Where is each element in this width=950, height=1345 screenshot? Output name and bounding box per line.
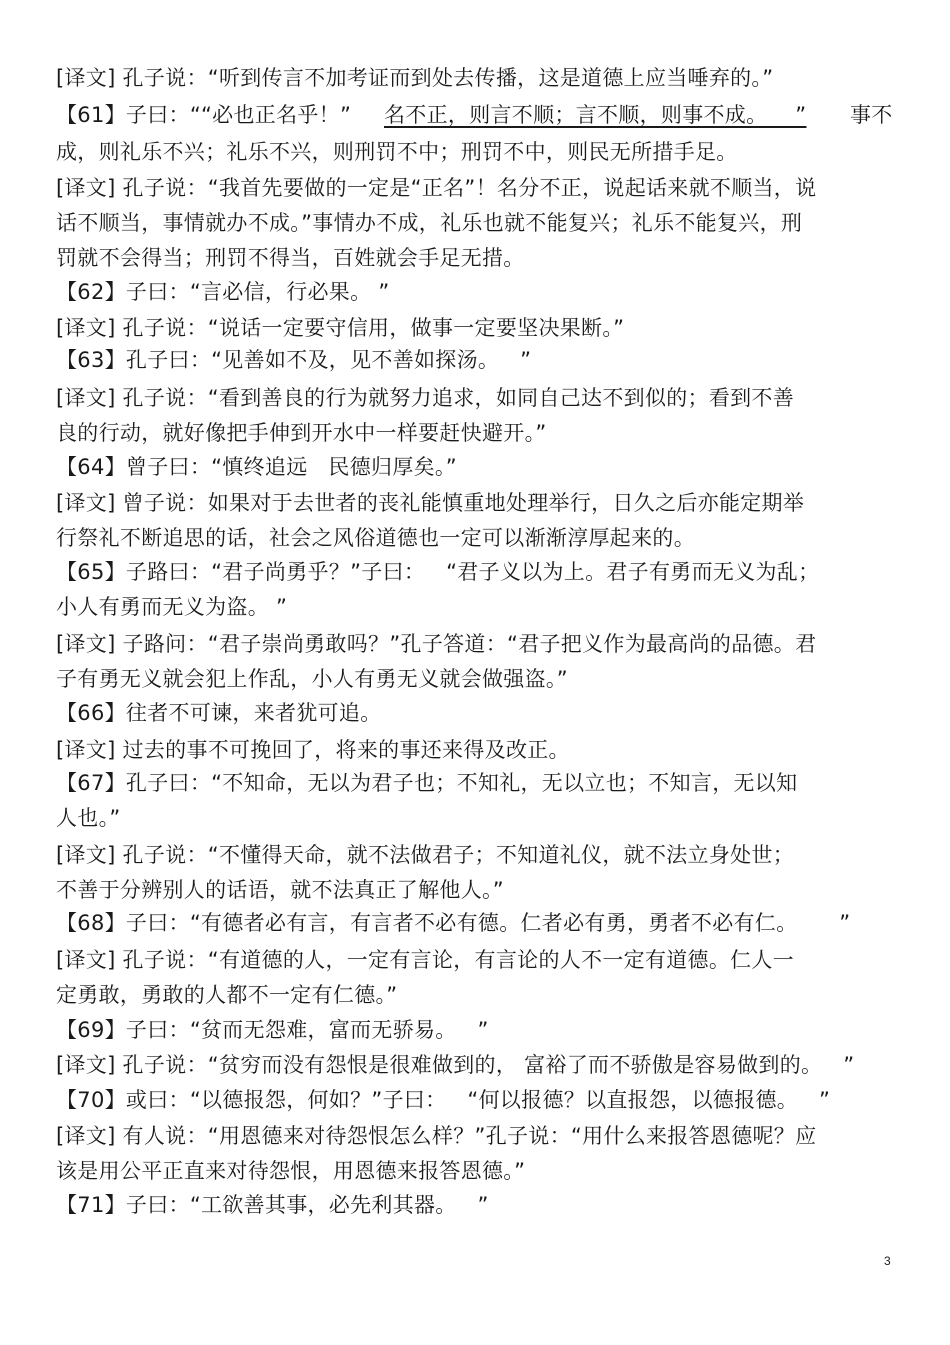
text-line: 良的行动，就好像把手伸到开水中一样要赶快避开。” xyxy=(56,421,547,445)
text-line: 【70】或曰：“以德报怨，何如？”子曰： “何以报德？以直报怨，以德报德。 ” xyxy=(56,1088,831,1112)
text-line: 话不顺当，事情就办不成。”事情办不成，礼乐也就不能复兴；礼乐不能复兴，刑 xyxy=(56,211,803,235)
text-line: 【63】孔子曰：“见善如不及，见不善如探汤。 ” xyxy=(56,348,532,372)
text-line: 行祭礼不断追思的话，社会之风俗道德也一定可以渐渐淳厚起来的。 xyxy=(56,526,695,550)
text-line: [译文] 曾子说：如果对于去世者的丧礼能慎重地处理举行，日久之后亦能定期举 xyxy=(56,491,805,515)
text-line: 【67】孔子曰：“不知命，无以为君子也；不知礼，无以立也；不知言，无以知 xyxy=(56,771,798,795)
text-line: 【64】曾子曰：“慎终追远 民德归厚矣。” xyxy=(56,455,457,479)
page-number: 3 xyxy=(884,1254,891,1268)
text-line: 【66】往者不可谏，来者犹可追。 xyxy=(56,701,382,725)
text-line: 【69】子曰：“贫而无怨难，富而无骄易。 ” xyxy=(56,1018,489,1042)
text-line: [译文] 孔子说：“看到善良的行为就努力追求，如同自己达不到似的；看到不善 xyxy=(56,386,795,410)
text-line: 定勇敢，勇敢的人都不一定有仁德。” xyxy=(56,983,398,1007)
text-line: 不善于分辨别人的话语，就不法真正了解他人。” xyxy=(56,878,504,902)
text-line: 【68】子曰：“有德者必有言，有言者不必有德。仁者必有勇，勇者不必有仁。 ” xyxy=(56,911,851,935)
underlined-text: 名不正，则言不顺；言不顺，则事不成。 ” xyxy=(384,103,807,127)
text-line: 【62】子曰：“言必信，行必果。 ” xyxy=(56,280,390,304)
text-line: 【65】子路曰：“君子尚勇乎？”子曰： “君子义以为上。君子有勇而无义为乱； xyxy=(56,560,820,584)
text-line: [译文] 孔子说：“有道德的人，一定有言论，有言论的人不一定有道德。仁人一 xyxy=(56,948,795,972)
text-line: [译文] 孔子说：“听到传言不加考证而到处去传播，这是道德上应当唾弃的。” xyxy=(56,66,774,90)
text-line: 子有勇无义就会犯上作乱，小人有勇无义就会做强盗。” xyxy=(56,667,568,691)
text-line: 该是用公平正直来对待怨恨，用恩德来报答恩德。” xyxy=(56,1159,526,1183)
text-line: 【71】子曰：“工欲善其事，必先利其器。 ” xyxy=(56,1193,489,1217)
text-line: 事不 xyxy=(836,103,893,127)
text-line: [译文] 孔子说：“贫穷而没有怨恨是很难做到的， 富裕了而不骄傲是容易做到的。 ” xyxy=(56,1053,855,1077)
text-line: 小人有勇而无义为盗。 ” xyxy=(56,595,288,619)
text-line: 【61】子曰：““必也正名乎！” xyxy=(56,103,352,127)
text-line: [译文] 有人说：“用恩德来对待怨恨怎么样？”孔子说：“用什么来报答恩德呢？应 xyxy=(56,1124,817,1148)
text-line: [译文] 子路问：“君子崇尚勇敢吗？”孔子答道：“君子把义作为最高尚的品德。君 xyxy=(56,632,817,656)
text-line: [译文] 孔子说：“我首先要做的一定是“正名”！名分不正，说起话来就不顺当，说 xyxy=(56,176,817,200)
text-line: 人也。” xyxy=(56,806,121,830)
text-line: 成，则礼乐不兴；礼乐不兴，则刑罚不中；刑罚不中，则民无所措手足。 xyxy=(56,140,738,164)
text-line: [译文] 过去的事不可挽回了，将来的事还来得及改正。 xyxy=(56,738,570,762)
text-line: 罚就不会得当；刑罚不得当，百姓就会手足无措。 xyxy=(56,246,525,270)
text-line: [译文] 孔子说：“说话一定要守信用，做事一定要坚决果断。” xyxy=(56,316,625,340)
text-line: [译文] 孔子说：“不懂得天命，就不法做君子；不知道礼仪，就不法立身处世； xyxy=(56,843,795,867)
